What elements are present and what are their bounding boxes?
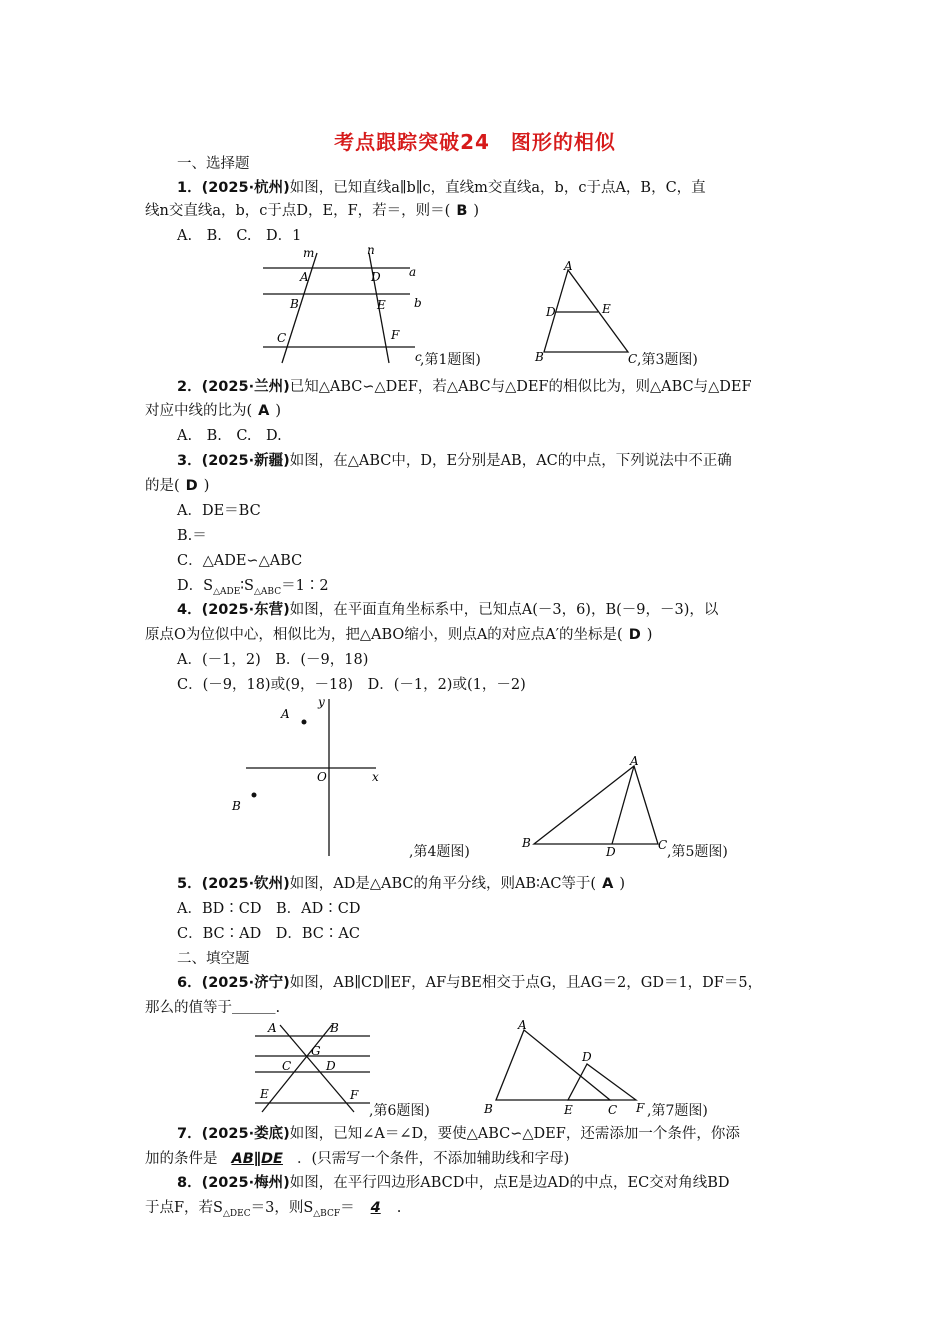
bracket: ) [203,478,210,494]
question-text: 对应中线的比为( [145,403,253,419]
bracket: ) [275,403,282,419]
question-1-line-1 [177,178,706,198]
question-text: 线n交直线a，b，c于点D，E，F，若＝，则＝( [145,203,451,219]
question-5-options-cd: C．BC∶AD D．BC∶AC [177,926,360,942]
figure-1-caption: ,第1题图) [420,352,481,368]
label-C: C [608,1103,618,1117]
question-number: 1． [177,180,202,196]
question-4-line-2 [145,625,652,645]
question-text: ＝3，则S [250,1200,314,1216]
question-8-line-2 [145,1198,401,1224]
question-source: (2025·梅州) [201,1175,290,1191]
question-8-line-1 [177,1173,729,1193]
label-C: C [658,838,668,852]
label-D: D [582,1050,592,1064]
bracket: ) [473,203,480,219]
question-number: 8． [177,1175,202,1191]
label-B: B [330,1021,339,1035]
label-m: m [303,246,315,260]
figure-3-caption: ,第3题图) [637,352,698,368]
question-text: 原点O为位似中心，相似比为，把△ABO缩小，则点A的对应点A′的坐标是( [145,627,623,643]
option-text: ＝1∶2 [281,578,329,594]
question-text: 那么的值等于 [145,1000,232,1016]
subscript: △DEC [223,1208,251,1219]
question-text: 如图，在平行四边形ABCD中，点E是边AD的中点，EC交对角线BD [289,1175,730,1191]
section-fill-heading: 二、填空题 [177,951,250,967]
question-4-options-ab: A．(－1，2) B．(－9，18) [177,652,369,668]
figure-6-parallel-lines [250,1018,375,1118]
question-source: (2025·杭州) [201,180,290,196]
question-text: 如图，AB∥CD∥EF，AF与BE相交于点G，且AG＝2，GD＝1，DF＝5， [289,975,763,991]
triangle-abc [544,270,628,352]
label-c: c [415,350,422,364]
figure-5-caption: ,第5题图) [667,844,728,860]
question-source: (2025·钦州) [201,876,290,892]
bracket: ) [619,876,625,892]
label-B: B [535,350,544,364]
triangle-def [568,1064,636,1100]
label-D: D [326,1059,336,1073]
question-number: 2． [177,379,202,395]
question-text: ＝ [340,1200,355,1216]
point-b [252,793,257,798]
figure-7-caption: ,第7题图) [647,1103,708,1119]
question-text: 已知△ABC∽△DEF，若△ABC与△DEF的相似比为，则△ABC与△DEF [289,379,752,395]
label-A: A [518,1018,527,1032]
label-B: B [232,799,241,813]
segment-be [262,1025,332,1112]
question-6-line-2 [145,998,280,1018]
point-a [302,720,307,725]
question-text: 如图，在△ABC中，D，E分别是AB，AC的中点，下列说法中不正确 [289,453,732,469]
subscript: △BCF [313,1208,341,1219]
question-text: 的是( [145,478,180,494]
label-G: G [311,1044,321,1058]
figure-4-coordinate-plane [226,694,391,860]
question-3-option-c: C．△ADE∽△ABC [177,553,303,569]
period: . [275,1000,281,1016]
answer: 4 [370,1200,381,1216]
label-A: A [564,259,573,273]
label-E: E [260,1087,269,1101]
question-source: (2025·东营) [201,602,290,618]
label-A: A [281,707,290,721]
label-D: D [371,270,381,284]
question-text: 加的条件是 [145,1151,218,1167]
label-a: a [409,265,417,279]
label-C: C [282,1059,292,1073]
question-7-line-2 [145,1149,569,1169]
question-text: ．(只需写一个条件，不添加辅助线和字母) [296,1151,570,1167]
question-source: (2025·新疆) [201,453,290,469]
question-4-line-1 [177,600,718,620]
label-A: A [268,1021,277,1035]
question-2-line-2 [145,401,281,421]
period: . [396,1200,402,1216]
answer: D [185,478,198,494]
question-4-options-cd: C．(－9，18)或(9，－18) D．(－1，2)或(1，－2) [177,677,526,693]
answer: A [602,876,614,892]
question-text: 如图，已知直线a∥b∥c，直线m交直线a，b，c于点A，B，C，直 [289,180,706,196]
question-source: (2025·兰州) [201,379,290,395]
question-text: 于点F，若S [145,1200,223,1216]
label-y: y [318,695,325,709]
answer: D [628,627,641,643]
question-5-line-1 [177,874,625,894]
question-number: 6． [177,975,202,991]
answer: B [456,203,468,219]
label-D: D [606,845,616,859]
label-F: F [391,328,400,342]
segment-ad [612,766,634,844]
subscript: △ADE [213,586,241,597]
label-b: b [414,296,422,310]
label-E: E [564,1103,573,1117]
label-F: F [636,1101,645,1115]
question-2-options: A. B. C. D. [177,428,282,444]
option-text: ∶S [240,578,254,594]
question-5-options-ab: A．BD∶CD B．AD∶CD [177,901,361,917]
label-C: C [277,331,287,345]
label-B: B [522,836,531,850]
question-3-option-a: A．DE＝BC [177,503,261,519]
question-3-line-1 [177,451,732,471]
question-text: 如图，AD是△ABC的角平分线，则AB∶AC等于( [289,876,597,892]
option-text: D．S [177,578,214,594]
label-B: B [290,297,299,311]
label-E: E [377,298,386,312]
question-source: (2025·娄底) [201,1126,290,1142]
label-B: B [484,1102,493,1116]
question-number: 7． [177,1126,202,1142]
figure-1-parallel-lines [255,246,425,368]
figure-4-caption: ,第4题图) [409,844,470,860]
page-title: 考点跟踪突破24 图形的相似 [334,130,616,154]
question-number: 4． [177,602,202,618]
figure-5-triangle [520,756,680,860]
question-1-line-2 [145,201,479,221]
triangle-abc [496,1030,610,1100]
subscript: △ABC [254,586,282,597]
question-text: 如图，在平面直角坐标系中，已知点A(－3，6)，B(－9，－3)，以 [289,602,719,618]
answer: A [258,403,270,419]
label-A: A [300,270,309,284]
bracket: ) [646,627,653,643]
figure-3-triangle [532,258,650,368]
answer-blank: ＿＿＿ [232,1000,276,1016]
triangle-abc [534,766,658,844]
question-3-option-d [177,576,329,602]
question-3-option-b: B.＝ [177,528,207,544]
label-E: E [602,302,611,316]
label-x: x [372,770,379,784]
label-A: A [630,756,639,768]
label-F: F [350,1088,359,1102]
question-number: 3． [177,453,202,469]
label-n: n [367,246,375,257]
question-1-options: A. B. C. D．1 [177,228,302,244]
label-O: O [317,770,327,784]
question-text: 如图，已知∠A＝∠D，要使△ABC∽△DEF，还需添加一个条件，你添 [289,1126,740,1142]
section-choice-heading: 一、选择题 [177,156,250,172]
figure-7-triangles [480,1014,650,1118]
question-source: (2025·济宁) [201,975,290,991]
label-D: D [546,305,556,319]
question-7-line-1 [177,1124,740,1144]
answer: AB∥DE [231,1151,283,1167]
question-3-line-2 [145,476,209,496]
figure-6-caption: ,第6题图) [369,1103,430,1119]
question-2-line-1 [177,377,752,397]
label-C: C [628,352,638,366]
question-number: 5． [177,876,202,892]
question-6-line-1 [177,973,762,993]
